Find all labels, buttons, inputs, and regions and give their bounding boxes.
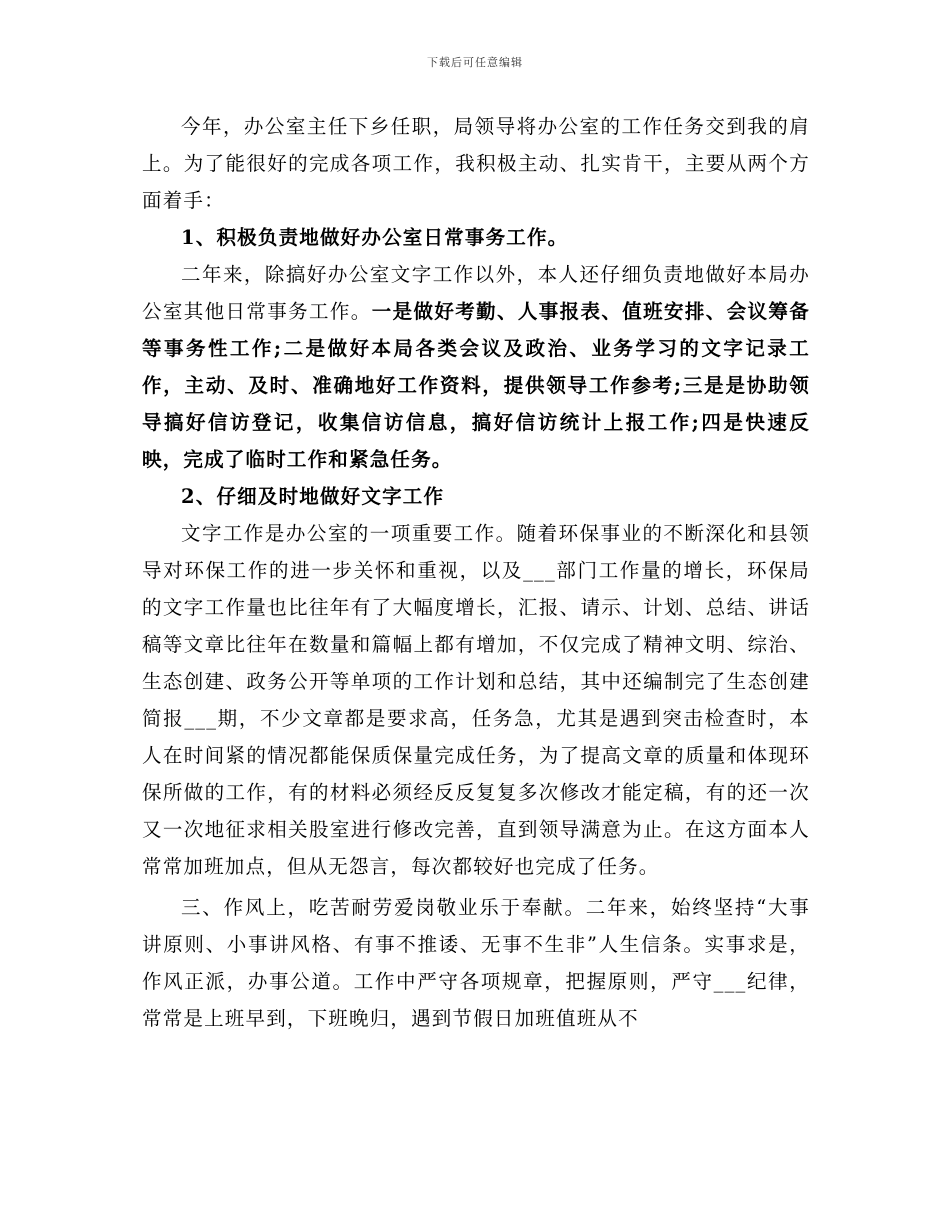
paragraph-intro: 今年，办公室主任下乡任职，局领导将办公室的工作任务交到我的肩上。为了能很好的完成各项工作，我积极主动、扎实肯干，主要从两个方面着手： xyxy=(142,115,810,212)
paragraph-daily-affairs-lead: 二年来，除搞好办公室文字工作以外，本人还仔细负责地做好本局办公室其他日常事务工作。 xyxy=(142,263,810,323)
page-header: 下载后可任意编辑 xyxy=(427,56,523,69)
document-body xyxy=(142,108,810,1037)
section-heading-1: 1、积极负责地做好办公室日常事务工作。 xyxy=(181,226,569,249)
paragraph-daily-affairs xyxy=(142,256,810,478)
paragraph-work-style: 三、作风上，吃苦耐劳爱岗敬业乐于奉献。二年来，始终坚持“大事讲原则、小事讲风格、有事不推诿、无事不生非”人生信条。实事求是，作风正派，办事公道。工作中严守各项规章，把握原则，严守___纪律，常常是上班早到，下班晚归，遇到节假日加班值班从不 xyxy=(142,896,810,1030)
paragraph-daily-affairs-bold: 一是做好考勤、人事报表、值班安排、会议筹备等事务性工作;二是做好本局各类会议及政治、业务学习的文字记录工作，主动、及时、准确地好工作资料，提供领导工作参考;三是是协助领导搞好信访登记，收集信访信息，搞好信访统计上报工作;四是快速反映，完成了临时工作和紧急任务。 xyxy=(142,300,810,471)
section-heading-2: 2、仔细及时地做好文字工作 xyxy=(181,485,445,508)
paragraph-writing-work: 文字工作是办公室的一项重要工作。随着环保事业的不断深化和县领导对环保工作的进一步关怀和重视，以及___部门工作量的增长，环保局的文字工作量也比往年有了大幅度增长，汇报、请示、计划、总结、讲话稿等文章比往年在数量和篇幅上都有增加，不仅完成了精神文明、综治、生态创建、政务公开等单项的工作计划和总结，其中还编制完了生态创建简报___期，不少文章都是要求高，任务急，尤其是遇到突击检查时，本人在时间紧的情况都能保质保量完成任务，为了提高文章的质量和体现环保所做的工作，有的材料必须经反反复复多次修改才能定稿，有的还一次又一次地征求相关股室进行修改完善，直到领导满意为止。在这方面本人常常加班加点，但从无怨言，每次都较好也完成了任务。 xyxy=(142,522,810,878)
